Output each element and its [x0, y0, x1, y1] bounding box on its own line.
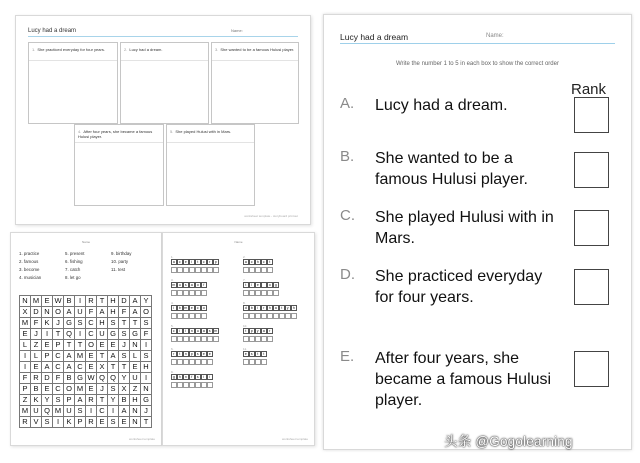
grid-cell[interactable]: S	[53, 395, 64, 406]
grid-cell[interactable]: X	[97, 362, 108, 373]
unscramble-item	[243, 301, 297, 319]
item-text: She played Hulusi with in Mars.	[375, 209, 554, 247]
grid-cell[interactable]: N	[20, 296, 31, 307]
watermark: 头条 @Gogolearning	[444, 434, 573, 449]
unscramble-item	[171, 347, 213, 365]
grid-cell[interactable]: S	[108, 417, 119, 428]
worksheet-name-label: Name:	[486, 33, 504, 39]
scrambled-letters: i b m e c o	[171, 305, 207, 311]
panel-number: 4.	[78, 129, 82, 134]
word-list-item: 6. fishing	[65, 259, 83, 264]
unscramble-item	[171, 301, 207, 319]
grid-cell[interactable]: T	[53, 329, 64, 340]
grid-cell[interactable]: A	[130, 307, 141, 318]
grid-cell[interactable]: P	[75, 417, 86, 428]
grid-cell[interactable]: F	[141, 329, 152, 340]
word-list-item	[111, 275, 157, 280]
grid-cell[interactable]: K	[64, 417, 75, 428]
grid-cell[interactable]: U	[130, 373, 141, 384]
grid-cell[interactable]: T	[108, 362, 119, 373]
grid-cell[interactable]: I	[75, 296, 86, 307]
grid-cell[interactable]: U	[64, 406, 75, 417]
panel-text: After four years, she became a famous Hulusi player.	[78, 129, 153, 139]
unscramble-sheet	[162, 232, 315, 446]
scrambled-letters: r t n p s e e	[171, 351, 213, 357]
grid-cell[interactable]: B	[64, 296, 75, 307]
grid-cell[interactable]: H	[108, 296, 119, 307]
grid-cell[interactable]: N	[42, 307, 53, 318]
storyboard-footer: worksheet template - storyboard printout	[244, 214, 298, 218]
answer-boxes[interactable]	[243, 290, 279, 296]
grid-cell[interactable]: P	[53, 340, 64, 351]
grid-cell[interactable]: N	[130, 340, 141, 351]
grid-cell[interactable]: C	[86, 329, 97, 340]
grid-cell[interactable]: P	[42, 351, 53, 362]
grid-cell[interactable]: C	[86, 318, 97, 329]
grid-cell[interactable]: G	[141, 395, 152, 406]
grid-cell[interactable]: A	[75, 395, 86, 406]
grid-cell[interactable]: E	[97, 340, 108, 351]
answer-boxes[interactable]	[243, 336, 273, 342]
grid-cell[interactable]: T	[97, 296, 108, 307]
grid-cell[interactable]: C	[53, 362, 64, 373]
grid-cell[interactable]: I	[53, 417, 64, 428]
story-panel	[166, 124, 255, 206]
answer-boxes[interactable]	[171, 336, 219, 342]
grid-cell[interactable]: G	[75, 373, 86, 384]
grid-cell[interactable]: L	[20, 340, 31, 351]
rank-worksheet	[323, 14, 632, 450]
grid-cell[interactable]: R	[86, 296, 97, 307]
grid-cell[interactable]: X	[20, 307, 31, 318]
item-number: 1.	[171, 255, 174, 259]
grid-cell[interactable]: P	[64, 395, 75, 406]
unscramble-item	[243, 347, 267, 365]
grid-cell[interactable]: J	[31, 329, 42, 340]
grid-cell[interactable]: W	[53, 296, 64, 307]
unscramble-item	[171, 324, 219, 342]
item-number: 8.	[243, 301, 246, 305]
scrambled-letters: t l e o g	[243, 282, 279, 288]
word-list-item: 5. present	[65, 251, 85, 256]
scrambled-letters: t p y a r	[243, 328, 273, 334]
title-rule	[340, 43, 615, 44]
grid-cell[interactable]: G	[64, 318, 75, 329]
grid-cell[interactable]: F	[31, 318, 42, 329]
scrambled-letters: a c h c t	[243, 259, 273, 265]
grid-cell[interactable]: G	[108, 329, 119, 340]
story-panel	[120, 42, 209, 124]
wordsearch-sheet	[10, 232, 162, 446]
grid-cell[interactable]: S	[141, 318, 152, 329]
grid-cell[interactable]: T	[97, 395, 108, 406]
grid-cell[interactable]: T	[119, 362, 130, 373]
grid-cell[interactable]: S	[119, 351, 130, 362]
answer-boxes[interactable]	[243, 359, 267, 365]
unscramble-name-label: Name	[234, 240, 243, 244]
grid-cell[interactable]: H	[130, 395, 141, 406]
word-list-item: 3. become	[19, 267, 40, 272]
grid-cell[interactable]: H	[97, 318, 108, 329]
grid-cell[interactable]: T	[75, 340, 86, 351]
grid-cell[interactable]: U	[97, 329, 108, 340]
grid-cell[interactable]: S	[75, 406, 86, 417]
grid-cell[interactable]: O	[86, 340, 97, 351]
item-number: 10.	[243, 324, 248, 328]
scrambled-letters: c i l n u a s m	[172, 329, 218, 333]
storyboard-name-label: Name:	[231, 28, 243, 33]
grid-cell[interactable]: N	[130, 406, 141, 417]
grid-cell[interactable]: R	[86, 395, 97, 406]
rank-box[interactable]	[574, 210, 609, 246]
grid-cell[interactable]: E	[42, 340, 53, 351]
panel-number: 5.	[170, 129, 174, 134]
grid-cell[interactable]: I	[108, 406, 119, 417]
grid-cell[interactable]: T	[130, 318, 141, 329]
grid-cell[interactable]: D	[119, 296, 130, 307]
item-number: 11.	[243, 347, 247, 351]
grid-cell[interactable]: R	[20, 417, 31, 428]
scrambled-letters: g h n f s i i	[171, 374, 213, 380]
item-text: She practiced everyday for four years.	[375, 268, 543, 306]
grid-cell[interactable]: Q	[42, 406, 53, 417]
word-list-item: 11. test	[111, 267, 126, 272]
wordsearch-name-label: Name	[81, 240, 90, 244]
grid-cell[interactable]: C	[53, 384, 64, 395]
grid-cell[interactable]: S	[141, 351, 152, 362]
item-letter: D.	[340, 266, 355, 283]
word-list	[19, 251, 159, 280]
grid-cell[interactable]: C	[97, 406, 108, 417]
scrambled-letters: e s t t	[243, 351, 267, 357]
grid-cell[interactable]: E	[20, 329, 31, 340]
grid-cell[interactable]: E	[86, 384, 97, 395]
unscramble-footer: worksheet template	[281, 437, 308, 441]
unscramble-item	[243, 255, 273, 273]
grid-cell[interactable]: M	[53, 406, 64, 417]
grid-cell[interactable]: P	[20, 384, 31, 395]
storyboard-title: Lucy had a dream	[28, 28, 77, 34]
grid-cell[interactable]: E	[130, 362, 141, 373]
grid-cell[interactable]: J	[53, 318, 64, 329]
grid-cell[interactable]: A	[64, 351, 75, 362]
grid-cell[interactable]: E	[31, 362, 42, 373]
grid-cell[interactable]: J	[119, 340, 130, 351]
grid-cell[interactable]: N	[141, 384, 152, 395]
item-letter: A.	[340, 95, 355, 112]
grid-cell[interactable]: Q	[108, 373, 119, 384]
panel-number: 1.	[32, 47, 36, 52]
grid-cell[interactable]: N	[130, 417, 141, 428]
rank-box[interactable]	[574, 351, 609, 387]
grid-cell[interactable]: U	[31, 406, 42, 417]
panel-text: Lucy had a dream.	[129, 47, 163, 52]
unscramble-item	[243, 324, 273, 342]
word-list-item: 1. practice	[19, 251, 40, 256]
grid-cell[interactable]: A	[119, 406, 130, 417]
item-number: 2.	[243, 255, 246, 259]
item-number: 9.	[171, 370, 174, 374]
story-panel	[211, 42, 299, 124]
grid-cell[interactable]: T	[141, 417, 152, 428]
worksheet-title: Lucy had a dream	[340, 32, 409, 42]
scrambled-letters: m u s a o f	[171, 282, 207, 288]
word-list-item: 9. birthday	[111, 251, 132, 256]
item-letter: B.	[340, 148, 355, 165]
grid-cell[interactable]: E	[97, 417, 108, 428]
unscramble-item	[171, 370, 213, 388]
grid-cell[interactable]: A	[42, 362, 53, 373]
unscramble-item	[171, 278, 207, 296]
grid-cell[interactable]: R	[86, 417, 97, 428]
grid-cell[interactable]: D	[42, 373, 53, 384]
grid-cell[interactable]: I	[141, 373, 152, 384]
instruction-text: Write the number 1 to 5 in each box to show the correct order	[396, 61, 559, 67]
grid-cell[interactable]: F	[20, 373, 31, 384]
grid-cell[interactable]: I	[42, 329, 53, 340]
grid-cell[interactable]: S	[108, 384, 119, 395]
item-text: She wanted to be a famous Hulusi player.	[375, 150, 528, 188]
grid-cell[interactable]: I	[86, 406, 97, 417]
grid-cell[interactable]: Z	[31, 340, 42, 351]
item-text: Lucy had a dream.	[375, 97, 508, 114]
word-list-item: 2. famous	[19, 259, 39, 264]
grid-cell[interactable]: H	[108, 307, 119, 318]
grid-cell[interactable]: A	[64, 362, 75, 373]
item-number: 5.	[171, 324, 174, 328]
grid-cell[interactable]: X	[119, 384, 130, 395]
grid-cell[interactable]: V	[31, 417, 42, 428]
grid-cell[interactable]: J	[141, 406, 152, 417]
grid-cell[interactable]: A	[64, 307, 75, 318]
answer-boxes[interactable]	[171, 267, 219, 273]
unscramble-item	[171, 255, 219, 273]
item-number: 6.	[171, 347, 174, 351]
grid-cell[interactable]: T	[64, 340, 75, 351]
word-list-item: 8. let go	[65, 275, 81, 280]
grid-cell[interactable]: B	[64, 373, 75, 384]
grid-cell[interactable]: C	[75, 362, 86, 373]
grid-cell[interactable]: Y	[42, 395, 53, 406]
word-list-item: 7. catch	[65, 267, 81, 272]
answer-boxes[interactable]	[171, 382, 213, 388]
grid-cell[interactable]: G	[130, 329, 141, 340]
grid-cell[interactable]: F	[86, 307, 97, 318]
grid-cell[interactable]: I	[20, 362, 31, 373]
grid-cell[interactable]: Y	[108, 395, 119, 406]
grid-cell[interactable]: E	[119, 417, 130, 428]
item-number: 7.	[243, 278, 246, 282]
grid-cell[interactable]: O	[64, 384, 75, 395]
panel-number: 2.	[124, 47, 128, 52]
grid-cell[interactable]: E	[42, 296, 53, 307]
grid-cell[interactable]: F	[119, 307, 130, 318]
storyboard-sheet	[15, 15, 311, 225]
grid-cell[interactable]: M	[75, 384, 86, 395]
grid-cell[interactable]: S	[75, 318, 86, 329]
grid-cell[interactable]: Q	[97, 373, 108, 384]
scrambled-letters: a c e i t c r p	[172, 260, 217, 264]
item-letter: C.	[340, 207, 355, 224]
panel-text: She practiced everyday for four years.	[37, 47, 105, 52]
item-letter: E.	[340, 348, 355, 365]
grid-cell[interactable]: O	[53, 307, 64, 318]
grid-cell[interactable]: Y	[119, 373, 130, 384]
grid-cell[interactable]: I	[20, 351, 31, 362]
grid-cell[interactable]: J	[97, 384, 108, 395]
grid-cell[interactable]: S	[108, 318, 119, 329]
grid-cell[interactable]: R	[31, 373, 42, 384]
unscramble-item	[243, 278, 279, 296]
grid-cell[interactable]: B	[31, 384, 42, 395]
panel-text: She played Hulusi with in Mars.	[175, 129, 232, 134]
word-search-grid	[19, 295, 152, 428]
grid-cell[interactable]: L	[31, 351, 42, 362]
grid-cell[interactable]: I	[75, 329, 86, 340]
grid-cell[interactable]: B	[119, 395, 130, 406]
item-text: After four years, she became a famous Hulusi player.	[375, 350, 552, 409]
story-panel	[74, 124, 164, 206]
grid-cell[interactable]: K	[31, 395, 42, 406]
grid-cell[interactable]: O	[141, 307, 152, 318]
word-list-item: 10. party	[111, 259, 129, 264]
panel-number: 3.	[215, 47, 219, 52]
grid-cell[interactable]: Q	[64, 329, 75, 340]
grid-cell[interactable]: E	[42, 384, 53, 395]
answer-boxes[interactable]	[243, 313, 297, 319]
grid-cell[interactable]: Z	[20, 395, 31, 406]
grid-cell[interactable]: E	[86, 362, 97, 373]
answer-boxes[interactable]	[171, 313, 207, 319]
grid-cell[interactable]: Y	[141, 296, 152, 307]
scrambled-letters: d b i r h a t y h	[244, 306, 295, 310]
grid-cell[interactable]: U	[75, 307, 86, 318]
grid-cell[interactable]: C	[53, 351, 64, 362]
rank-box[interactable]	[574, 152, 609, 188]
grid-cell[interactable]: E	[108, 340, 119, 351]
grid-cell[interactable]: A	[108, 351, 119, 362]
grid-cell[interactable]: I	[141, 340, 152, 351]
answer-boxes[interactable]	[171, 359, 213, 365]
grid-cell[interactable]: D	[31, 307, 42, 318]
rank-heading: Rank	[571, 81, 607, 98]
item-number: 3.	[171, 278, 174, 282]
rank-box[interactable]	[574, 269, 609, 305]
title-rule	[28, 36, 298, 37]
word-list-item: 4. musician	[19, 275, 42, 280]
grid-cell[interactable]: M	[31, 296, 42, 307]
story-panel	[28, 42, 118, 124]
grid-cell[interactable]: M	[75, 351, 86, 362]
grid-cell[interactable]: M	[20, 318, 31, 329]
wordsearch-footer: worksheet template	[128, 437, 155, 441]
rank-box[interactable]	[574, 97, 609, 133]
grid-cell[interactable]: A	[130, 296, 141, 307]
grid-cell[interactable]: E	[86, 351, 97, 362]
grid-cell[interactable]: W	[86, 373, 97, 384]
grid-cell[interactable]: A	[97, 307, 108, 318]
answer-boxes[interactable]	[171, 290, 207, 296]
grid-cell[interactable]: H	[141, 362, 152, 373]
panel-text: She wanted to be a famous Hulusi player.	[220, 47, 295, 52]
grid-cell[interactable]: T	[97, 351, 108, 362]
grid-cell[interactable]: L	[130, 351, 141, 362]
grid-cell[interactable]: K	[42, 318, 53, 329]
grid-cell[interactable]: S	[42, 417, 53, 428]
answer-boxes[interactable]	[243, 267, 273, 273]
item-number: 4.	[171, 301, 174, 305]
grid-cell[interactable]: F	[53, 373, 64, 384]
grid-cell[interactable]: M	[20, 406, 31, 417]
grid-cell[interactable]: S	[119, 329, 130, 340]
grid-cell[interactable]: T	[119, 318, 130, 329]
grid-cell[interactable]: Z	[130, 384, 141, 395]
